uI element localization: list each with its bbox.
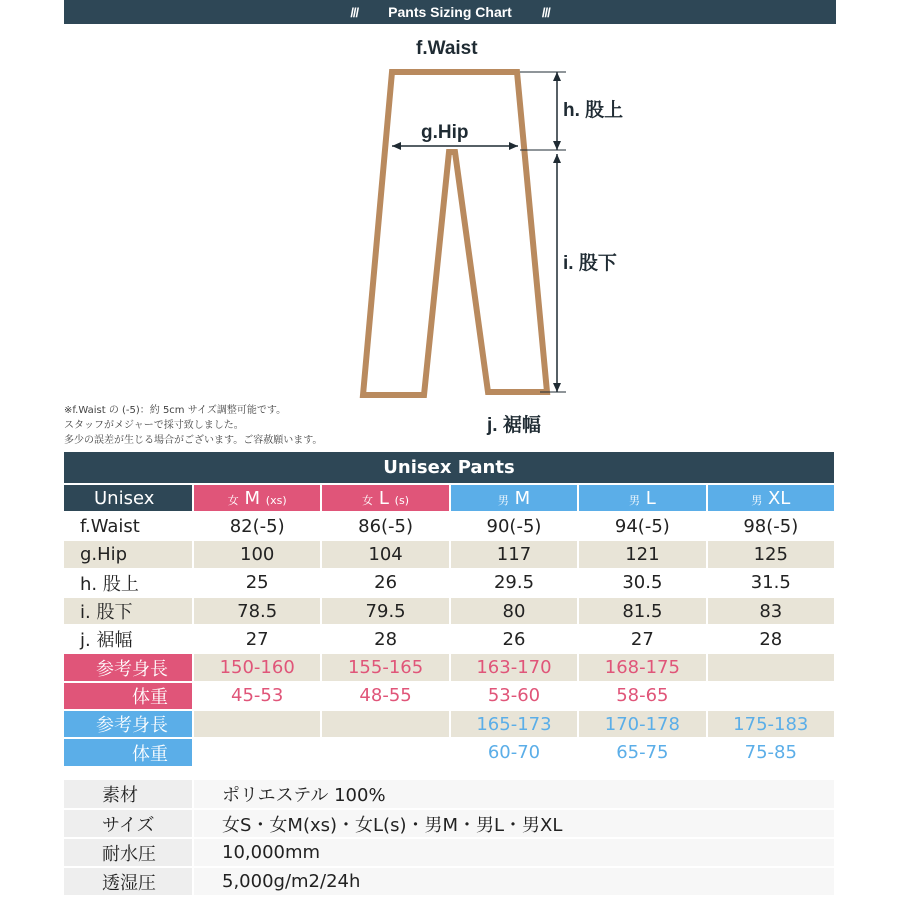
cell [321, 710, 449, 738]
spec-table [64, 780, 836, 897]
cell: 121 [578, 540, 706, 568]
cell: 65-75 [578, 738, 706, 766]
women-weight-label: 体重 [64, 682, 193, 710]
cell: 155-165 [321, 653, 449, 681]
cell [193, 710, 321, 738]
note-line: スタッフがメジャーで採寸致しました。 [64, 420, 244, 431]
cell: 48-55 [321, 682, 449, 710]
spec-key: 耐水圧 [64, 838, 193, 867]
cell: 26 [321, 569, 449, 597]
cell: 150-160 [193, 653, 321, 681]
size-col-header: 女 M (xs) [193, 484, 321, 512]
size-col-header: 男 L [578, 484, 706, 512]
slash-deco-icon: /// [541, 4, 550, 20]
cell: 27 [193, 625, 321, 653]
size-col-header: 男 XL [707, 484, 835, 512]
women-height-label: 参考身長 [64, 653, 193, 681]
spec-key: サイズ [64, 809, 193, 838]
cell: 90(-5) [450, 512, 578, 540]
women-height-row [64, 653, 835, 681]
size-col-header: 女 L (s) [321, 484, 449, 512]
men-height-label: 参考身長 [64, 710, 193, 738]
table-row [64, 625, 835, 653]
cell: 58-65 [578, 682, 706, 710]
women-weight-row [64, 682, 835, 710]
table-row [64, 569, 835, 597]
cell: 75-85 [707, 738, 835, 766]
table-title: Unisex Pants [64, 452, 835, 484]
cell [707, 653, 835, 681]
waist-label: f.Waist [416, 38, 478, 59]
cell: 26 [450, 625, 578, 653]
cell: 168-175 [578, 653, 706, 681]
table-row [64, 540, 835, 568]
spec-row [64, 809, 835, 838]
spec-row [64, 867, 835, 896]
cell: 28 [707, 625, 835, 653]
note-line: ※f.Waist の (-5)：約 5cm サイズ調整可能です。 [64, 405, 287, 416]
cell: 30.5 [578, 569, 706, 597]
row-label: h. 股上 [64, 569, 193, 597]
cell: 83 [707, 597, 835, 625]
spec-value: 5,000g/m2/24h [193, 867, 835, 896]
cell: 125 [707, 540, 835, 568]
spec-value: 女S・女M(xs)・女L(s)・男M・男L・男XL [193, 809, 835, 838]
spec-row [64, 838, 835, 867]
cell: 25 [193, 569, 321, 597]
hem-label: j. 裾幅 [487, 415, 541, 436]
spec-key: 透湿圧 [64, 867, 193, 896]
cell: 60-70 [450, 738, 578, 766]
cell: 117 [450, 540, 578, 568]
rise-label: h. 股上 [563, 100, 624, 121]
table-title-row [64, 452, 835, 484]
cell: 28 [321, 625, 449, 653]
sizing-notes [64, 403, 464, 448]
size-table [64, 452, 836, 768]
size-header-row [64, 484, 835, 512]
cell: 29.5 [450, 569, 578, 597]
pants-outline [363, 72, 547, 395]
spec-value: ポリエステル 100% [193, 780, 835, 809]
cell: 80 [450, 597, 578, 625]
cell [321, 738, 449, 766]
cell: 163-170 [450, 653, 578, 681]
men-weight-row [64, 738, 835, 766]
cell: 100 [193, 540, 321, 568]
cell: 53-60 [450, 682, 578, 710]
spec-key: 素材 [64, 780, 193, 809]
cell: 170-178 [578, 710, 706, 738]
row-label: j. 裾幅 [64, 625, 193, 653]
note-line: 多少の誤差が生じる場合がございます。ご容赦願います。 [64, 435, 323, 446]
cell: 78.5 [193, 597, 321, 625]
size-col-header: 男 M [450, 484, 578, 512]
men-weight-label: 体重 [64, 738, 193, 766]
cell: 81.5 [578, 597, 706, 625]
cell: 45-53 [193, 682, 321, 710]
men-height-row [64, 710, 835, 738]
cell: 27 [578, 625, 706, 653]
cell: 86(-5) [321, 512, 449, 540]
cell: 104 [321, 540, 449, 568]
corner-label: Unisex [64, 484, 193, 512]
page-title: Pants Sizing Chart [388, 4, 512, 20]
inseam-label: i. 股下 [563, 253, 617, 274]
row-label: g.Hip [64, 540, 193, 568]
cell [193, 738, 321, 766]
cell: 82(-5) [193, 512, 321, 540]
table-row [64, 512, 835, 540]
spec-value: 10,000mm [193, 838, 835, 867]
cell [707, 682, 835, 710]
table-row [64, 597, 835, 625]
slash-deco-icon: /// [350, 4, 359, 20]
row-label: f.Waist [64, 512, 193, 540]
spec-row [64, 780, 835, 809]
cell: 165-173 [450, 710, 578, 738]
row-label: i. 股下 [64, 597, 193, 625]
cell: 79.5 [321, 597, 449, 625]
cell: 98(-5) [707, 512, 835, 540]
cell: 31.5 [707, 569, 835, 597]
cell: 94(-5) [578, 512, 706, 540]
cell: 175-183 [707, 710, 835, 738]
hip-label: g.Hip [421, 122, 469, 143]
